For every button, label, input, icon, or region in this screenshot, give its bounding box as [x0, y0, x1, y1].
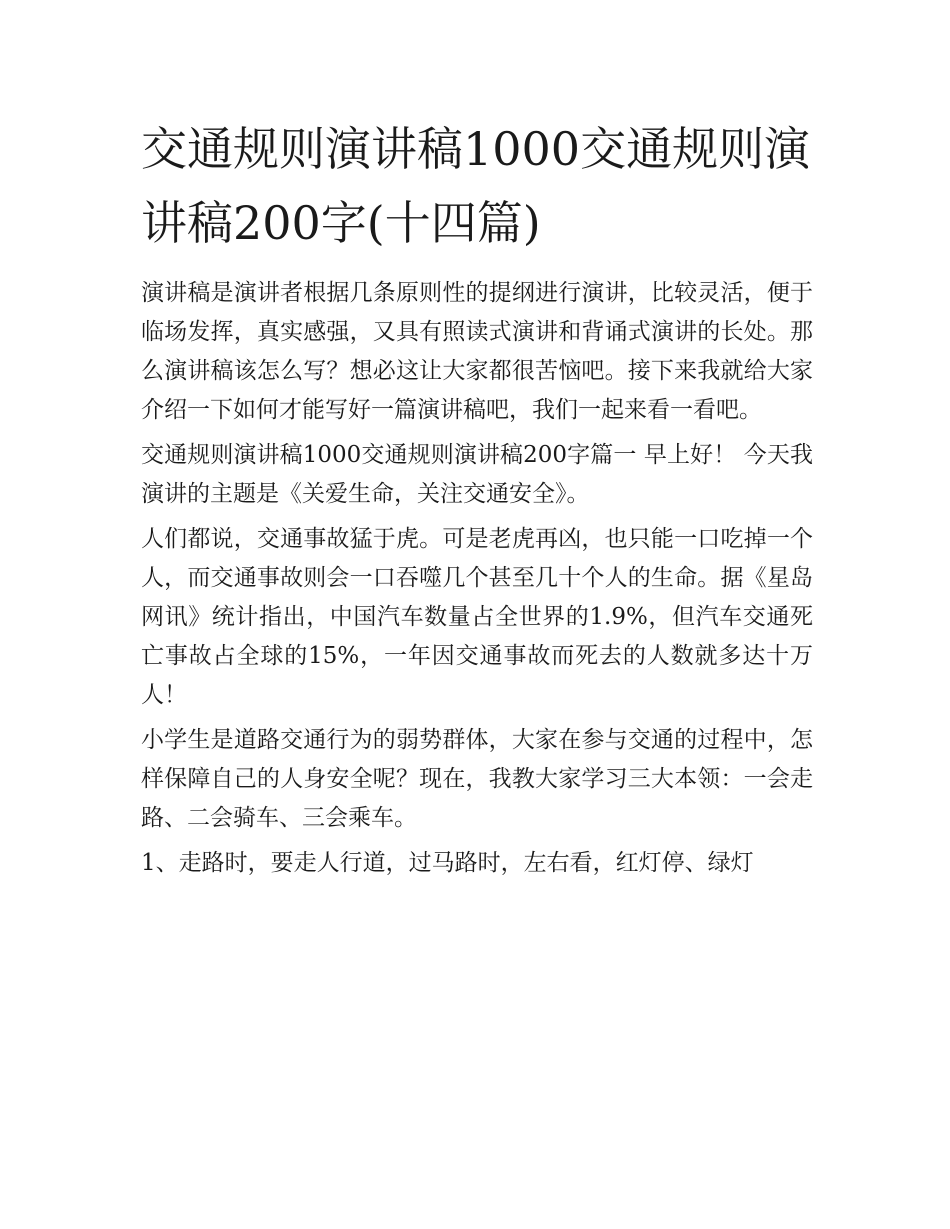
paragraph-statistics: 人们都说，交通事故猛于虎。可是老虎再凶，也只能一口吃掉一个人，而交通事故则会一口吞噬几个甚至几十个人的生命。据《星岛网讯》统计指出，中国汽车数量占全世界的1.9%，但汽车交通死亡事故占全球的15%，一年因交通事故而死去的人数就多达十万人！ — [141, 526, 813, 708]
paragraph-walking-rule: 1、走路时，要走人行道，过马路时，左右看，红灯停、绿灯 — [141, 850, 754, 876]
document-title: 交通规则演讲稿1000交通规则演讲稿200字(十四篇) — [141, 122, 811, 250]
paragraph-opening: 交通规则演讲稿1000交通规则演讲稿200字篇一 早上好！ 今天我演讲的主题是《关爱生命，关注交通安全》。 — [141, 442, 813, 507]
paragraph-intro: 演讲稿是演讲者根据几条原则性的提纲进行演讲，比较灵活，便于临场发挥，真实感强，又具有照读式演讲和背诵式演讲的长处。那么演讲稿该怎么写？想必这让大家都很苦恼吧。接下来我就给大家介绍一下如何才能写好一篇演讲稿吧，我们一起来看一看吧。 — [141, 280, 813, 423]
paragraph-safety-skills: 小学生是道路交通行为的弱势群体，大家在参与交通的过程中，怎样保障自己的人身安全呢？现在，我教大家学习三大本领：一会走路、二会骑车、三会乘车。 — [141, 727, 813, 831]
document-body — [141, 112, 813, 889]
